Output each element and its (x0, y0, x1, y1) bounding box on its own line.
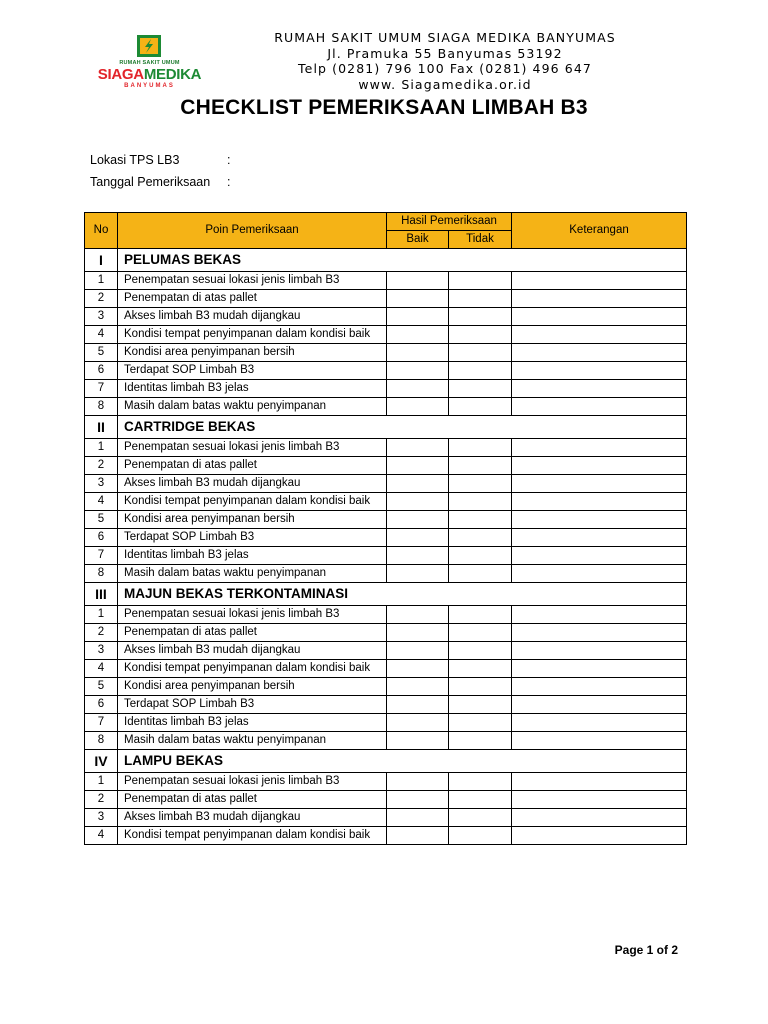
keterangan-cell[interactable] (512, 308, 687, 326)
section-row (85, 750, 687, 773)
checklist-table (84, 212, 687, 845)
baik-cell[interactable] (387, 511, 449, 529)
table-row (85, 827, 687, 845)
item-number: 3 (85, 642, 118, 660)
item-text: Masih dalam batas waktu penyimpanan (118, 398, 387, 416)
keterangan-cell[interactable] (512, 696, 687, 714)
tidak-cell[interactable] (449, 791, 512, 809)
item-number: 4 (85, 493, 118, 511)
tidak-cell[interactable] (449, 362, 512, 380)
meta-label: Lokasi TPS LB3 (90, 153, 180, 167)
letterhead-line: Telp (0281) 796 100 Fax (0281) 496 647 (298, 61, 592, 76)
item-number: 1 (85, 773, 118, 791)
item-number: 4 (85, 660, 118, 678)
table-row (85, 714, 687, 732)
item-text: Kondisi tempat penyimpanan dalam kondisi baik (118, 326, 387, 344)
section-number: IV (85, 750, 118, 773)
baik-cell[interactable] (387, 344, 449, 362)
baik-cell[interactable] (387, 547, 449, 565)
keterangan-cell[interactable] (512, 326, 687, 344)
table-row (85, 398, 687, 416)
item-number: 3 (85, 308, 118, 326)
item-text: Masih dalam batas waktu penyimpanan (118, 732, 387, 750)
item-number: 7 (85, 380, 118, 398)
section-number: II (85, 416, 118, 439)
section-title: PELUMAS BEKAS (118, 249, 687, 272)
keterangan-cell[interactable] (512, 290, 687, 308)
item-text: Penempatan di atas pallet (118, 457, 387, 475)
logo-sub-text: BANYUMAS (124, 83, 175, 89)
baik-cell[interactable] (387, 791, 449, 809)
item-text: Penempatan di atas pallet (118, 791, 387, 809)
tidak-cell[interactable] (449, 511, 512, 529)
table-row (85, 773, 687, 791)
baik-cell[interactable] (387, 624, 449, 642)
table-row (85, 606, 687, 624)
item-text: Terdapat SOP Limbah B3 (118, 696, 387, 714)
tidak-cell[interactable] (449, 529, 512, 547)
table-row (85, 529, 687, 547)
tidak-cell[interactable] (449, 696, 512, 714)
baik-cell[interactable] (387, 809, 449, 827)
baik-cell[interactable] (387, 565, 449, 583)
table-row (85, 791, 687, 809)
table-header-row (85, 213, 687, 231)
baik-cell[interactable] (387, 493, 449, 511)
tidak-cell[interactable] (449, 547, 512, 565)
tidak-cell[interactable] (449, 290, 512, 308)
baik-cell[interactable] (387, 642, 449, 660)
logo-name (92, 66, 207, 83)
tidak-cell[interactable] (449, 606, 512, 624)
header-hasil: Hasil Pemeriksaan (387, 213, 512, 231)
item-number: 8 (85, 565, 118, 583)
baik-cell[interactable] (387, 326, 449, 344)
item-number: 2 (85, 457, 118, 475)
baik-cell[interactable] (387, 827, 449, 845)
tidak-cell[interactable] (449, 624, 512, 642)
table-row (85, 344, 687, 362)
item-number: 8 (85, 732, 118, 750)
item-number: 5 (85, 678, 118, 696)
item-text: Penempatan sesuai lokasi jenis limbah B3 (118, 439, 387, 457)
section-title: LAMPU BEKAS (118, 750, 687, 773)
item-number: 5 (85, 511, 118, 529)
checklist-body (85, 249, 687, 845)
table-row (85, 511, 687, 529)
section-number: I (85, 249, 118, 272)
item-text: Akses limbah B3 mudah dijangkau (118, 308, 387, 326)
tidak-cell[interactable] (449, 475, 512, 493)
item-text: Akses limbah B3 mudah dijangkau (118, 475, 387, 493)
baik-cell[interactable] (387, 362, 449, 380)
section-row (85, 583, 687, 606)
table-row (85, 678, 687, 696)
section-title: MAJUN BEKAS TERKONTAMINASI (118, 583, 687, 606)
table-row (85, 362, 687, 380)
table-row (85, 565, 687, 583)
table-row (85, 475, 687, 493)
item-number: 4 (85, 827, 118, 845)
table-row (85, 308, 687, 326)
tidak-cell[interactable] (449, 714, 512, 732)
item-number: 2 (85, 290, 118, 308)
tidak-cell[interactable] (449, 678, 512, 696)
item-text: Kondisi tempat penyimpanan dalam kondisi baik (118, 493, 387, 511)
keterangan-cell[interactable] (512, 493, 687, 511)
keterangan-cell[interactable] (512, 439, 687, 457)
item-number: 6 (85, 529, 118, 547)
keterangan-cell[interactable] (512, 380, 687, 398)
meta-row-location (90, 149, 230, 171)
letterhead-line: RUMAH SAKIT UMUM SIAGA MEDIKA BANYUMAS (274, 30, 616, 45)
table-row (85, 326, 687, 344)
item-text: Kondisi area penyimpanan bersih (118, 678, 387, 696)
item-number: 7 (85, 547, 118, 565)
table-row (85, 457, 687, 475)
baik-cell[interactable] (387, 732, 449, 750)
tidak-cell[interactable] (449, 493, 512, 511)
item-text: Kondisi tempat penyimpanan dalam kondisi baik (118, 827, 387, 845)
item-number: 5 (85, 344, 118, 362)
inspection-meta (90, 149, 230, 193)
header-tidak: Tidak (449, 231, 512, 249)
header-poin: Poin Pemeriksaan (118, 213, 387, 249)
meta-label: Tanggal Pemeriksaan (90, 175, 211, 189)
keterangan-cell[interactable] (512, 511, 687, 529)
table-row (85, 547, 687, 565)
item-number: 6 (85, 696, 118, 714)
keterangan-cell[interactable] (512, 773, 687, 791)
baik-cell[interactable] (387, 606, 449, 624)
item-number: 7 (85, 714, 118, 732)
keterangan-cell[interactable] (512, 272, 687, 290)
baik-cell[interactable] (387, 773, 449, 791)
table-row (85, 809, 687, 827)
tidak-cell[interactable] (449, 457, 512, 475)
baik-cell[interactable] (387, 380, 449, 398)
table-row (85, 272, 687, 290)
item-text: Akses limbah B3 mudah dijangkau (118, 809, 387, 827)
baik-cell[interactable] (387, 660, 449, 678)
baik-cell[interactable] (387, 308, 449, 326)
meta-row-date (90, 171, 230, 193)
letterhead (90, 30, 690, 92)
baik-cell[interactable] (387, 457, 449, 475)
keterangan-cell[interactable] (512, 624, 687, 642)
meta-separator: : (227, 175, 231, 189)
keterangan-cell[interactable] (512, 827, 687, 845)
table-row (85, 732, 687, 750)
tidak-cell[interactable] (449, 809, 512, 827)
page-number: Page 1 of 2 (614, 943, 678, 957)
table-row (85, 624, 687, 642)
item-text: Penempatan di atas pallet (118, 624, 387, 642)
section-row (85, 416, 687, 439)
logo-mark-icon (136, 34, 162, 58)
baik-cell[interactable] (387, 272, 449, 290)
item-number: 2 (85, 791, 118, 809)
header-no: No (85, 213, 118, 249)
item-number: 3 (85, 809, 118, 827)
tidak-cell[interactable] (449, 773, 512, 791)
item-text: Penempatan sesuai lokasi jenis limbah B3 (118, 773, 387, 791)
section-number: III (85, 583, 118, 606)
letterhead-address (210, 30, 680, 92)
keterangan-cell[interactable] (512, 529, 687, 547)
tidak-cell[interactable] (449, 272, 512, 290)
item-text: Masih dalam batas waktu penyimpanan (118, 565, 387, 583)
keterangan-cell[interactable] (512, 475, 687, 493)
tidak-cell[interactable] (449, 326, 512, 344)
table-row (85, 696, 687, 714)
tidak-cell[interactable] (449, 308, 512, 326)
item-text: Penempatan sesuai lokasi jenis limbah B3 (118, 606, 387, 624)
tidak-cell[interactable] (449, 732, 512, 750)
tidak-cell[interactable] (449, 642, 512, 660)
header-baik: Baik (387, 231, 449, 249)
hospital-logo (92, 32, 207, 92)
meta-separator: : (227, 153, 231, 167)
baik-cell[interactable] (387, 398, 449, 416)
baik-cell[interactable] (387, 678, 449, 696)
keterangan-cell[interactable] (512, 809, 687, 827)
item-text: Kondisi tempat penyimpanan dalam kondisi baik (118, 660, 387, 678)
tidak-cell[interactable] (449, 380, 512, 398)
keterangan-cell[interactable] (512, 362, 687, 380)
item-text: Identitas limbah B3 jelas (118, 714, 387, 732)
logo-small-text: RUMAH SAKIT UMUM (119, 60, 180, 66)
item-text: Identitas limbah B3 jelas (118, 380, 387, 398)
baik-cell[interactable] (387, 696, 449, 714)
tidak-cell[interactable] (449, 439, 512, 457)
document-title: CHECKLIST PEMERIKSAAN LIMBAH B3 (180, 96, 588, 119)
letterhead-line: Jl. Pramuka 55 Banyumas 53192 (327, 45, 563, 61)
baik-cell[interactable] (387, 439, 449, 457)
item-text: Penempatan sesuai lokasi jenis limbah B3 (118, 272, 387, 290)
table-row (85, 660, 687, 678)
table-row (85, 493, 687, 511)
tidak-cell[interactable] (449, 827, 512, 845)
item-number: 1 (85, 272, 118, 290)
table-row (85, 290, 687, 308)
table-row (85, 642, 687, 660)
item-text: Kondisi area penyimpanan bersih (118, 344, 387, 362)
keterangan-cell[interactable] (512, 791, 687, 809)
keterangan-cell[interactable] (512, 344, 687, 362)
keterangan-cell[interactable] (512, 678, 687, 696)
item-number: 6 (85, 362, 118, 380)
item-number: 3 (85, 475, 118, 493)
logo-name-siaga: SIAGA (97, 66, 144, 83)
item-number: 1 (85, 606, 118, 624)
item-text: Terdapat SOP Limbah B3 (118, 362, 387, 380)
item-text: Akses limbah B3 mudah dijangkau (118, 642, 387, 660)
tidak-cell[interactable] (449, 660, 512, 678)
tidak-cell[interactable] (449, 344, 512, 362)
item-text: Penempatan di atas pallet (118, 290, 387, 308)
table-row (85, 380, 687, 398)
header-keterangan: Keterangan (512, 213, 687, 249)
item-text: Identitas limbah B3 jelas (118, 547, 387, 565)
item-text: Terdapat SOP Limbah B3 (118, 529, 387, 547)
tidak-cell[interactable] (449, 398, 512, 416)
table-row (85, 439, 687, 457)
baik-cell[interactable] (387, 714, 449, 732)
logo-name-medika: MEDIKA (143, 66, 202, 83)
section-row (85, 249, 687, 272)
keterangan-cell[interactable] (512, 457, 687, 475)
baik-cell[interactable] (387, 475, 449, 493)
keterangan-cell[interactable] (512, 732, 687, 750)
keterangan-cell[interactable] (512, 565, 687, 583)
letterhead-line: www. Siagamedika.or.id (358, 76, 532, 92)
item-text: Kondisi area penyimpanan bersih (118, 511, 387, 529)
item-number: 2 (85, 624, 118, 642)
keterangan-cell[interactable] (512, 714, 687, 732)
item-number: 1 (85, 439, 118, 457)
baik-cell[interactable] (387, 290, 449, 308)
keterangan-cell[interactable] (512, 606, 687, 624)
keterangan-cell[interactable] (512, 660, 687, 678)
tidak-cell[interactable] (449, 565, 512, 583)
section-title: CARTRIDGE BEKAS (118, 416, 687, 439)
item-number: 8 (85, 398, 118, 416)
item-number: 4 (85, 326, 118, 344)
baik-cell[interactable] (387, 529, 449, 547)
keterangan-cell[interactable] (512, 398, 687, 416)
keterangan-cell[interactable] (512, 642, 687, 660)
keterangan-cell[interactable] (512, 547, 687, 565)
